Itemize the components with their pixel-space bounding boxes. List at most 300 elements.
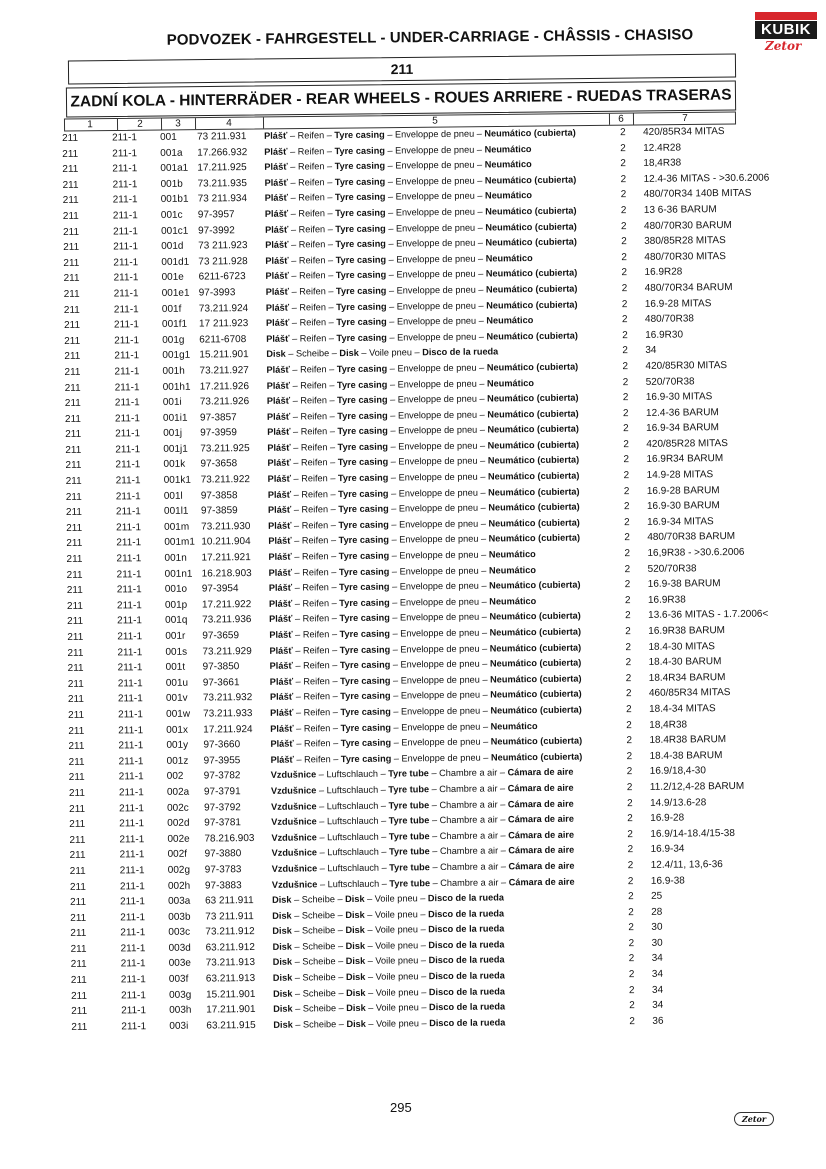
description-part: Disco de la rueda [428, 954, 505, 966]
position-code: 003b [168, 911, 191, 923]
description-part: – Reifen – [293, 675, 341, 687]
description-part: Cámara de aire [508, 860, 575, 872]
description-part: Vzdušnice [271, 847, 318, 859]
group-code: 211 [66, 600, 83, 612]
quantity: 2 [625, 657, 632, 669]
part-number: 73.211.925 [200, 442, 250, 455]
quantity: 2 [620, 158, 626, 170]
part-description [265, 221, 577, 235]
description-part: Disco de la rueda [428, 1001, 506, 1013]
part-description [268, 533, 580, 547]
description-part: Tyre casing [339, 581, 390, 593]
description-part: Plášť [267, 426, 291, 438]
description-part: Tyre tube [388, 784, 430, 795]
part-description [272, 876, 575, 890]
group-code: 211 [63, 226, 80, 238]
part-number: 6211-6723 [198, 271, 246, 283]
description-part: Plášť [269, 629, 293, 640]
position-code: 001l1 [163, 505, 189, 518]
description-part: Disco de la rueda [428, 986, 506, 997]
note: 18.4-30 MITAS [648, 640, 716, 653]
subgroup-code: 211-1 [115, 459, 141, 471]
part-description [265, 190, 532, 204]
group-code: 211 [69, 803, 86, 815]
description-part: – Enveloppe de pneu – [389, 580, 490, 592]
description-part: Neumático (cubierta) [488, 486, 580, 498]
description-part: Plášť [265, 302, 290, 313]
description-part: Neumático (cubierta) [486, 330, 578, 342]
description-part: – Scheibe – [291, 894, 346, 905]
position-code: 002g [167, 864, 191, 876]
col-divider [633, 114, 634, 125]
group-code: 211 [68, 772, 85, 784]
note: 16.9-28 MITAS [644, 297, 712, 310]
description-part: Plášť [264, 177, 288, 188]
description-part: Disk [346, 987, 366, 998]
description-part: – Enveloppe de pneu – [390, 705, 491, 717]
group-code: 211 [70, 896, 87, 909]
description-part: – Reifen – [289, 301, 337, 313]
position-code: 001j [163, 428, 183, 440]
section-number-box [68, 54, 736, 85]
description-part: Tyre casing [338, 535, 390, 546]
description-part: Neumático (cubierta) [490, 735, 583, 747]
position-code: 001h [162, 365, 185, 377]
quantity: 2 [628, 969, 635, 981]
position-code: 002c [167, 802, 189, 814]
quantity: 2 [622, 392, 629, 404]
description-part: Disk [272, 972, 293, 983]
part-number: 97-3955 [203, 754, 241, 767]
group-code: 211 [67, 631, 84, 643]
description-part: – Enveloppe de pneu – [384, 128, 485, 140]
subgroup-code: 211-1 [115, 490, 141, 503]
note: 18.4-30 BARUM [648, 656, 722, 669]
part-description [270, 736, 582, 750]
col-head-6: 6 [618, 113, 624, 125]
description-part: Neumático (cubierta) [490, 751, 583, 763]
position-code: 001u [165, 677, 189, 689]
note: 480/70R30 MITAS [644, 250, 726, 263]
description-part: Neumático [490, 720, 538, 732]
description-part: Plášť [269, 676, 294, 687]
description-part: Disk [272, 957, 293, 968]
description-part: Plášť [266, 395, 291, 406]
quantity: 2 [628, 937, 635, 949]
description-part: – Enveloppe de pneu – [386, 315, 487, 327]
part-description [268, 502, 580, 516]
description-part: – Reifen – [292, 597, 340, 609]
quantity: 2 [625, 610, 631, 622]
description-part: Neumático [485, 252, 533, 264]
description-part: Vzdušnice [271, 878, 318, 890]
subgroup-code: 211-1 [114, 366, 140, 378]
description-part: – Reifen – [289, 332, 337, 344]
description-part: Neumático (cubierta) [485, 283, 578, 295]
part-description [269, 565, 536, 579]
note: 16.9/18,4-30 [649, 765, 706, 778]
subgroup-code: 211-1 [118, 724, 144, 736]
description-part: Disk [272, 941, 293, 952]
description-part: – Reifen – [291, 535, 339, 547]
group-code: 211 [62, 210, 79, 222]
note: 480/70R34 140B MITAS [643, 188, 752, 201]
description-part: – Enveloppe de pneu – [388, 502, 489, 514]
description-part: Plášť [264, 208, 289, 219]
position-code: 002d [167, 817, 190, 830]
description-part: Disk [273, 1003, 293, 1015]
position-code: 001m [164, 521, 190, 533]
description-part: Plášť [269, 645, 293, 656]
part-number: 97-3792 [204, 801, 241, 814]
group-code: 211 [64, 335, 81, 347]
quantity: 2 [624, 532, 630, 544]
description-part: Disco de la rueda [427, 892, 505, 904]
description-part: Plášť [265, 317, 290, 328]
quantity: 2 [625, 641, 632, 653]
description-part: Tyre tube [388, 830, 430, 842]
part-number: 73 211.928 [198, 255, 248, 268]
position-code: 001o [164, 583, 188, 596]
subgroup-code: 211-1 [117, 693, 143, 705]
description-part: Cámara de aire [508, 876, 575, 887]
group-code: 211 [70, 912, 87, 924]
description-part: Neumático (cubierta) [487, 408, 579, 420]
description-part: – Voile pneu – [365, 955, 429, 967]
position-code: 001w [166, 708, 191, 720]
quantity: 2 [621, 251, 627, 263]
position-code: 001c1 [160, 225, 189, 237]
part-number: 73.211.912 [205, 926, 255, 938]
group-code: 211 [65, 429, 82, 441]
part-number: 73.211.930 [201, 520, 251, 533]
description-part: Neumático (cubierta) [487, 455, 580, 467]
subgroup-code: 211-1 [113, 303, 139, 315]
description-part: Cámara de aire [508, 844, 575, 856]
section-number: 211 [390, 60, 414, 78]
subgroup-code: 211-1 [116, 553, 142, 565]
part-number: 73 211.931 [197, 131, 247, 143]
quantity: 2 [624, 548, 631, 560]
description-part: Tyre casing [338, 488, 389, 499]
part-number: 73.211.927 [199, 364, 249, 377]
quantity: 2 [625, 688, 632, 700]
part-description [271, 751, 583, 765]
subgroup-code: 211-1 [117, 662, 143, 674]
part-number: 97-3791 [203, 786, 241, 798]
description-part: – Reifen – [288, 223, 336, 235]
description-part: Disk [345, 893, 365, 905]
part-description [267, 455, 579, 469]
note: 11.2/12,4-28 BARUM [649, 780, 745, 793]
quantity: 2 [622, 360, 629, 373]
position-code: 001l [163, 490, 183, 502]
description-part: Disk [345, 909, 365, 920]
part-number: 97-3857 [199, 411, 237, 424]
description-part: Disco de la rueda [427, 908, 505, 919]
part-number: 97-3850 [202, 661, 240, 673]
subgroup-code: 211-1 [115, 506, 141, 518]
quantity: 2 [627, 891, 634, 903]
footer-zetor-logo: Zetor [734, 1112, 774, 1126]
group-code: 211 [68, 756, 85, 768]
description-part: Plášť [264, 192, 289, 204]
note: 28 [651, 906, 663, 918]
note: 460/85R34 MITAS [648, 687, 731, 700]
description-part: – Enveloppe de pneu – [388, 456, 488, 468]
part-description [273, 1017, 505, 1030]
description-part: Tyre casing [337, 441, 389, 452]
position-code: 001b1 [160, 194, 189, 206]
description-part: Disco de la rueda [429, 1017, 506, 1029]
quantity: 2 [623, 485, 630, 497]
part-description [273, 986, 505, 999]
col-head-7: 7 [682, 112, 688, 125]
note: 480/70R30 BARUM [643, 219, 732, 232]
subgroup-code: 211-1 [114, 412, 140, 425]
col-head-2: 2 [137, 118, 143, 130]
subgroup-code: 211-1 [119, 865, 145, 877]
part-number: 17.266.932 [197, 146, 248, 159]
quantity: 2 [623, 438, 629, 450]
description-part: – Enveloppe de pneu – [385, 175, 485, 187]
part-number: 15.211.901 [199, 349, 249, 361]
description-part: – Enveloppe de pneu – [389, 627, 490, 639]
description-part: – Enveloppe de pneu – [389, 611, 490, 623]
description-part: Tyre casing [336, 316, 387, 328]
position-code: 001v [165, 693, 188, 705]
note: 420/85R28 MITAS [646, 437, 728, 450]
part-description [273, 970, 505, 983]
description-part: – Enveloppe de pneu – [390, 674, 491, 686]
part-number: 97-3993 [198, 287, 236, 299]
description-part: Plášť [265, 270, 289, 282]
description-part: – Reifen – [291, 504, 339, 515]
part-description [268, 471, 580, 485]
description-part: – Scheibe – [292, 1003, 347, 1014]
subgroup-code: 211-1 [116, 599, 142, 612]
part-number: 97-3660 [203, 739, 241, 751]
description-part: – Reifen – [287, 176, 335, 188]
description-part: Plášť [264, 130, 288, 141]
kubik-zetor-logo [755, 12, 817, 56]
quantity: 2 [624, 579, 631, 591]
part-number: 63 211.911 [205, 895, 254, 907]
description-part: Disco de la rueda [428, 923, 505, 935]
subgroup-code: 211-1 [117, 646, 143, 659]
group-code: 211 [67, 616, 84, 628]
description-part: Tyre casing [339, 659, 391, 671]
description-part: – Enveloppe de pneu – [386, 284, 487, 296]
parts-table [60, 124, 769, 1036]
position-code: 003g [168, 989, 192, 1001]
group-code: 211 [67, 647, 84, 659]
position-code: 001n1 [164, 568, 193, 580]
description-part: Neumático (cubierta) [484, 127, 576, 139]
subgroup-code: 211-1 [119, 818, 145, 830]
position-code: 001q [165, 615, 188, 627]
part-number: 97-3859 [200, 505, 238, 517]
description-part: Neumático (cubierta) [486, 299, 578, 311]
position-code: 001x [166, 724, 189, 736]
part-number: 73.211.926 [199, 396, 250, 408]
group-code: 211 [64, 397, 81, 410]
group-code: 211 [69, 850, 86, 862]
quantity: 2 [624, 563, 631, 575]
quantity: 2 [622, 345, 628, 357]
part-number: 73.211.936 [202, 614, 252, 626]
col-head-3: 3 [175, 118, 181, 130]
description-part: – Reifen – [293, 753, 341, 765]
description-part: – Reifen – [292, 660, 340, 671]
note: 16.9R38 BARUM [648, 625, 726, 637]
part-number: 73.211.924 [198, 302, 249, 315]
part-number: 97-3783 [204, 864, 242, 876]
position-code: 001c [160, 209, 183, 221]
group-code: 211 [62, 132, 79, 144]
description-part: – Voile pneu – [364, 908, 429, 920]
part-description [266, 361, 578, 375]
quantity: 2 [623, 454, 630, 466]
group-code: 211 [68, 787, 85, 799]
subgroup-code: 211-1 [112, 194, 138, 206]
description-part: Neumático (cubierta) [486, 361, 579, 373]
description-part: Neumático (cubierta) [489, 579, 581, 591]
description-part: – Enveloppe de pneu – [390, 721, 491, 733]
subgroup-code: 211-1 [112, 163, 138, 175]
description-part: – Reifen – [287, 161, 335, 172]
part-number: 15.211.901 [205, 988, 256, 1001]
quantity: 2 [621, 283, 628, 295]
description-part: – Luftschlauch – [316, 800, 389, 811]
description-part: – Voile pneu – [365, 1018, 430, 1029]
position-code: 001a [160, 147, 183, 159]
description-part: Neumático (cubierta) [487, 470, 580, 482]
description-part: Neumático (cubierta) [484, 174, 577, 186]
description-part: – Chambre a air – [429, 830, 509, 841]
subgroup-code: 211-1 [119, 802, 144, 814]
quantity: 2 [627, 797, 633, 809]
group-code: 211 [70, 928, 87, 940]
description-part: Tyre casing [337, 425, 388, 437]
note: 18,4R38 [649, 719, 688, 731]
part-number: 97-3957 [197, 209, 235, 221]
group-code: 211 [69, 865, 86, 877]
description-part: Tyre casing [334, 160, 386, 172]
description-part: Tyre tube [389, 877, 431, 889]
quantity: 2 [626, 704, 632, 716]
quantity: 2 [621, 236, 627, 248]
description-part: – Enveloppe de pneu – [389, 596, 490, 608]
group-code: 211 [63, 273, 80, 285]
note: 12.4-36 MITAS - >30.6.2006 [643, 172, 770, 185]
description-part: Neumático [484, 190, 533, 201]
subgroup-code: 211-1 [116, 537, 142, 549]
subgroup-code: 211-1 [120, 896, 145, 908]
description-part: Tyre casing [337, 410, 388, 421]
subgroup-code: 211-1 [117, 677, 143, 690]
quantity: 2 [622, 329, 628, 341]
note: 420/85R30 MITAS [645, 359, 728, 372]
quantity: 2 [626, 781, 633, 794]
description-part: Tyre casing [337, 457, 389, 468]
description-part: – Luftschlauch – [316, 831, 389, 843]
description-part: – Enveloppe de pneu – [388, 533, 489, 546]
description-part: Plášť [270, 707, 294, 718]
description-part: Tyre casing [338, 550, 390, 562]
part-number: 16.218.903 [201, 567, 252, 580]
description-part: Tyre casing [335, 285, 387, 297]
group-code: 211 [65, 507, 83, 519]
description-part: Plášť [267, 458, 291, 469]
quantity: 2 [619, 127, 626, 139]
part-number: 97-3782 [203, 770, 241, 782]
quantity: 2 [628, 922, 634, 934]
note: 16.9-34 [650, 843, 685, 856]
note: 18,4R38 [643, 157, 682, 170]
col-head-4: 4 [226, 117, 232, 129]
description-part: Disk [345, 956, 366, 967]
description-part: Tyre tube [388, 799, 430, 811]
note: 16.9-38 BARUM [647, 578, 721, 591]
group-code: 211 [71, 1021, 88, 1033]
subgroup-code: 211-1 [119, 833, 145, 846]
description-part: Tyre casing [340, 722, 392, 733]
quantity: 2 [628, 906, 634, 918]
note: 480/70R38 BARUM [647, 531, 736, 544]
quantity: 2 [627, 859, 634, 872]
description-part: Vzdušnice [271, 800, 317, 812]
description-part: Plášť [266, 380, 291, 391]
group-code: 211 [64, 382, 81, 394]
description-part: Neumático [486, 315, 534, 326]
subgroup-code: 211-1 [114, 397, 140, 409]
description-part: Neumático (cubierta) [489, 642, 582, 654]
description-part: Cámara de aire [507, 782, 574, 794]
col-head-1: 1 [87, 119, 93, 131]
part-number: 97-3659 [202, 630, 240, 642]
description-part: – Chambre a air – [429, 814, 509, 826]
description-part: – Enveloppe de pneu – [384, 144, 485, 156]
group-code: 211 [66, 585, 83, 597]
col-head-5: 5 [432, 115, 438, 127]
description-part: – Voile pneu – [364, 893, 428, 904]
part-description [269, 627, 581, 641]
group-code: 211 [62, 195, 79, 207]
position-code: 003d [168, 942, 191, 954]
description-part: – Luftschlauch – [317, 878, 390, 889]
note: 18.4R34 BARUM [648, 671, 726, 684]
subgroup-code: 211-1 [114, 381, 140, 393]
note: 420/85R34 MITAS [642, 126, 725, 138]
description-part: Disk [272, 925, 292, 937]
quantity: 2 [624, 516, 630, 528]
subgroup-code: 211-1 [112, 132, 137, 144]
position-code: 001t [165, 661, 186, 674]
logo-sub: Zetor [765, 39, 802, 53]
position-code: 002a [166, 786, 190, 798]
description-part: – Scheibe – [291, 909, 346, 921]
subgroup-code: 211-1 [118, 787, 144, 799]
group-code: 211 [65, 460, 82, 472]
part-description [266, 347, 498, 360]
description-part: Neumático (cubierta) [487, 439, 580, 451]
subgroup-code: 211-1 [113, 272, 139, 284]
description-part: Neumático [484, 143, 532, 155]
quantity: 2 [620, 189, 627, 201]
quantity: 2 [621, 267, 628, 279]
part-number: 63.211.912 [205, 941, 255, 954]
